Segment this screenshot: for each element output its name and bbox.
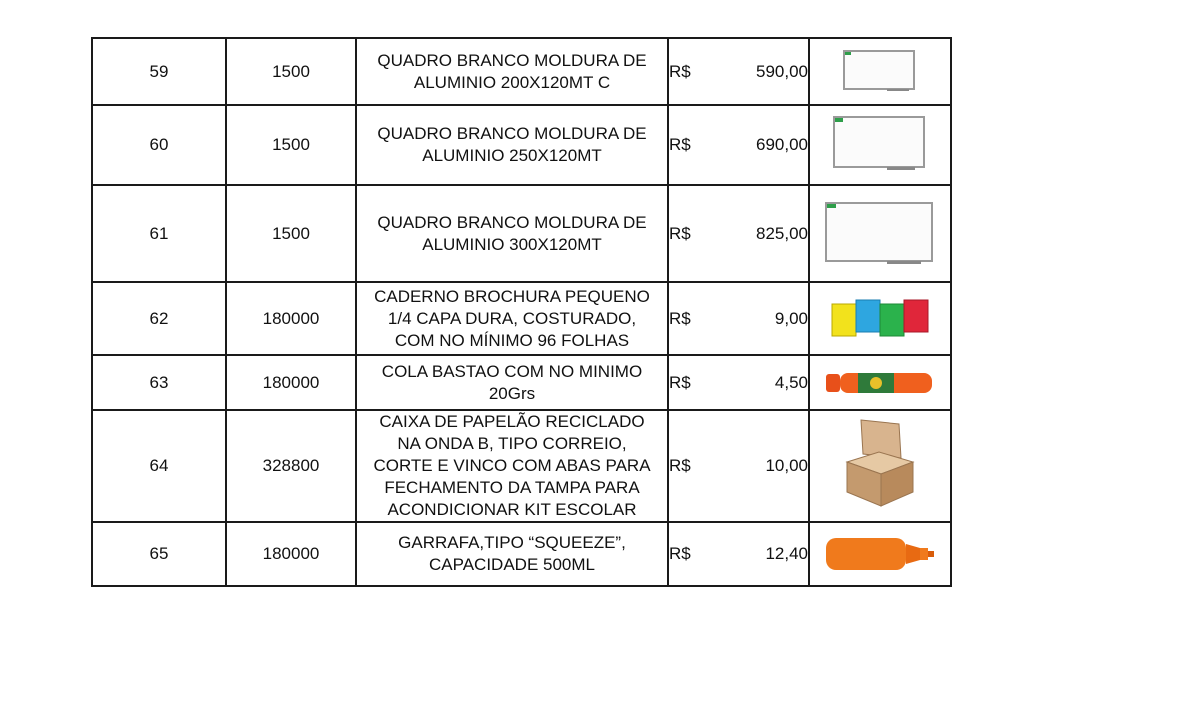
item-number: 59 xyxy=(92,38,226,105)
table-row xyxy=(92,105,951,185)
table-row xyxy=(92,410,951,522)
description-line: QUADRO BRANCO MOLDURA DE xyxy=(377,124,647,143)
table-row xyxy=(92,185,951,282)
currency-symbol: R$ xyxy=(669,456,691,475)
item-number: 64 xyxy=(92,410,226,522)
item-image-cell xyxy=(809,38,951,105)
item-image-cell xyxy=(809,522,951,586)
item-price xyxy=(668,185,809,282)
item-image-cell xyxy=(809,185,951,282)
table-row xyxy=(92,282,951,355)
notebooks-icon xyxy=(830,298,930,340)
glue-stick-icon xyxy=(824,370,936,396)
item-description xyxy=(356,282,668,355)
description-line: ALUMINIO 300X120MT xyxy=(422,234,602,254)
item-description xyxy=(356,410,668,522)
price-value: 4,50 xyxy=(774,372,808,392)
item-number: 62 xyxy=(92,282,226,355)
whiteboard-icon xyxy=(825,201,935,267)
description-line: CADERNO BROCHURA PEQUENO xyxy=(374,286,650,306)
item-number: 63 xyxy=(92,355,226,410)
description-line: QUADRO BRANCO MOLDURA DE xyxy=(377,212,647,232)
price-value: 825,00 xyxy=(756,223,808,243)
description-line: COLA BASTAO COM NO MINIMO xyxy=(381,361,643,381)
item-quantity: 1500 xyxy=(226,105,356,185)
currency-symbol: R$ xyxy=(669,223,691,243)
whiteboard-icon xyxy=(843,50,917,94)
description-line: CORTE E VINCO COM ABAS PARA xyxy=(373,456,651,475)
cardboard-box-icon xyxy=(843,418,917,514)
item-quantity: 1500 xyxy=(226,38,356,105)
description-line: CAIXA DE PAPELÃO RECICLADO xyxy=(379,412,645,431)
currency-symbol: R$ xyxy=(669,372,691,392)
price-value: 12,40 xyxy=(765,544,808,563)
description-line: QUADRO BRANCO MOLDURA DE xyxy=(377,50,647,70)
item-description xyxy=(356,185,668,282)
item-quantity: 1500 xyxy=(226,185,356,282)
currency-symbol: R$ xyxy=(669,308,691,328)
description-line: 1/4 CAPA DURA, COSTURADO, xyxy=(387,308,637,328)
item-price xyxy=(668,410,809,522)
description-line: FECHAMENTO DA TAMPA PARA xyxy=(384,478,640,497)
currency-symbol: R$ xyxy=(669,61,691,81)
price-value: 9,00 xyxy=(774,308,808,328)
description-line: GARRAFA,TIPO “SQUEEZE”, xyxy=(398,533,626,552)
table-row xyxy=(92,522,951,586)
description-line: ALUMINIO 250X120MT xyxy=(422,146,602,165)
item-price xyxy=(668,38,809,105)
item-description xyxy=(356,105,668,185)
item-image-cell xyxy=(809,282,951,355)
item-price xyxy=(668,105,809,185)
item-price xyxy=(668,355,809,410)
item-image-cell xyxy=(809,410,951,522)
currency-symbol: R$ xyxy=(669,544,691,563)
item-image-cell xyxy=(809,105,951,185)
item-description xyxy=(356,355,668,410)
item-description xyxy=(356,522,668,586)
description-line: CAPACIDADE 500ML xyxy=(429,555,595,574)
item-number: 60 xyxy=(92,105,226,185)
item-number: 61 xyxy=(92,185,226,282)
table-row xyxy=(92,355,951,410)
item-quantity: 328800 xyxy=(226,410,356,522)
item-quantity: 180000 xyxy=(226,355,356,410)
item-description xyxy=(356,38,668,105)
item-price xyxy=(668,282,809,355)
items-table xyxy=(91,37,952,587)
description-line: NA ONDA B, TIPO CORREIO, xyxy=(397,434,627,453)
price-value: 590,00 xyxy=(756,61,808,81)
description-line: ALUMINIO 200X120MT C xyxy=(413,72,611,92)
item-number: 65 xyxy=(92,522,226,586)
price-value: 10,00 xyxy=(765,456,808,475)
description-line: 20Grs xyxy=(488,383,536,403)
description-line: ACONDICIONAR KIT ESCOLAR xyxy=(387,500,637,519)
item-quantity: 180000 xyxy=(226,282,356,355)
squeeze-bottle-icon xyxy=(824,534,936,574)
item-image-cell xyxy=(809,355,951,410)
item-price xyxy=(668,522,809,586)
price-value: 690,00 xyxy=(756,135,808,154)
description-line: COM NO MÍNIMO 96 FOLHAS xyxy=(394,330,630,350)
table-row xyxy=(92,38,951,105)
item-quantity: 180000 xyxy=(226,522,356,586)
currency-symbol: R$ xyxy=(669,135,691,154)
whiteboard-icon xyxy=(833,116,927,174)
